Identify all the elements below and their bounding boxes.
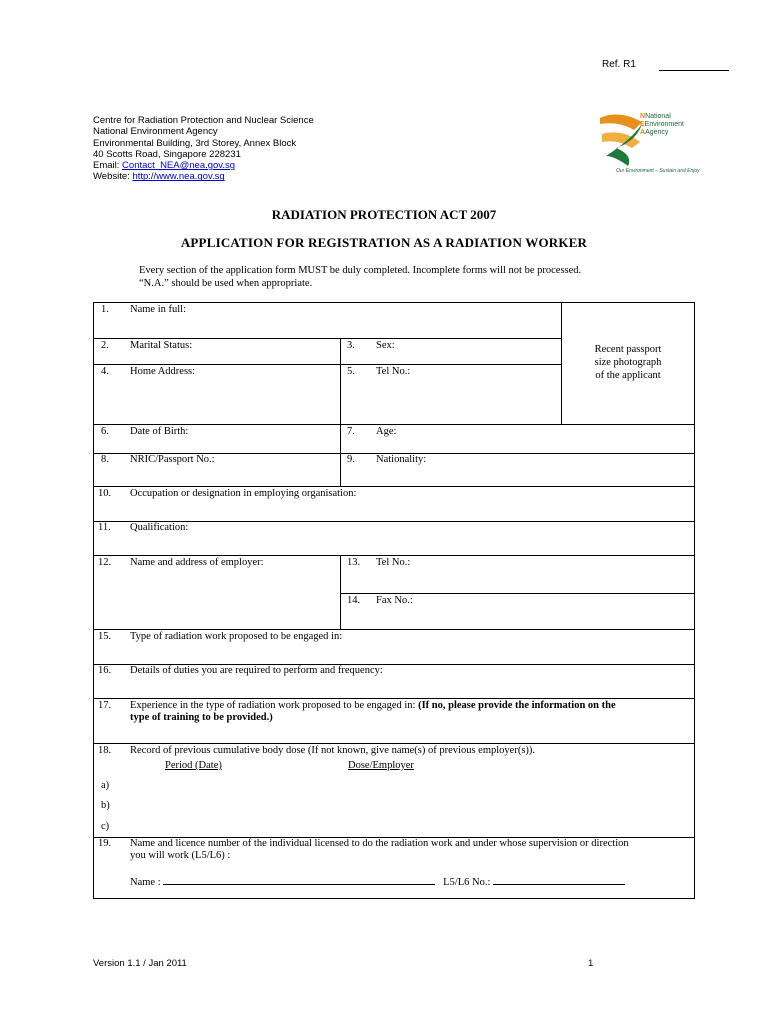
- full-name-field[interactable]: Name in full:: [130, 304, 186, 315]
- logo-line: National: [645, 113, 671, 120]
- application-form: [93, 302, 695, 899]
- age-field[interactable]: Age:: [376, 426, 397, 437]
- nea-logo: [598, 112, 708, 177]
- field-number: 15.: [98, 631, 112, 642]
- website-label: Website:: [93, 171, 133, 183]
- row-divider: [94, 364, 561, 365]
- agency-address: [93, 115, 314, 183]
- photo-text: of the applicant: [595, 370, 661, 381]
- address-line: National Environment Agency: [93, 126, 218, 138]
- field-number: 11.: [98, 522, 111, 533]
- occupation-field[interactable]: Occupation or designation in employing organisation:: [130, 488, 357, 499]
- qualification-field[interactable]: Qualification:: [130, 522, 189, 533]
- employer-fax-field[interactable]: Fax No.:: [376, 595, 413, 606]
- marital-status-field[interactable]: Marital Status:: [130, 340, 193, 351]
- field-number: 14.: [347, 595, 361, 606]
- instruction-line: Every section of the application form MUST be duly completed. Incomplete forms will not be processed.: [139, 265, 582, 276]
- field-number: 10.: [98, 488, 112, 499]
- logo-line: Agency: [645, 129, 669, 136]
- email-label: Email:: [93, 160, 123, 172]
- nationality-field[interactable]: Nationality:: [376, 454, 427, 465]
- row-divider: [94, 629, 695, 630]
- logo-wordmark: NNational EEnvironment AAgency: [640, 113, 684, 136]
- act-title: RADIATION PROTECTION ACT 2007: [271, 207, 497, 222]
- home-address-field[interactable]: Home Address:: [130, 366, 196, 377]
- field-number: 19.: [98, 838, 112, 849]
- supervisor-label-line: Name and licence number of the individual licensed to do the radiation work and under whose supervision or direction: [130, 838, 629, 849]
- logo-line: Environment: [644, 121, 684, 128]
- body-dose-field: Record of previous cumulative body dose (If not known, give name(s) of previous employer(s)).: [130, 745, 536, 756]
- date-of-birth-field[interactable]: Date of Birth:: [130, 426, 189, 437]
- reference-blank-line: [659, 70, 729, 71]
- tel-no-field[interactable]: Tel No.:: [376, 366, 411, 377]
- address-line: 40 Scotts Road, Singapore 228231: [93, 148, 241, 160]
- experience-label: Experience in the type of radiation work proposed to be engaged in:: [130, 700, 419, 711]
- supervisor-label-line: you will work (L5/L6) :: [130, 850, 231, 861]
- dose-column-header: Dose/Employer: [348, 760, 414, 771]
- field-number: 5.: [347, 366, 355, 377]
- field-number: 4.: [101, 366, 109, 377]
- column-divider: [340, 338, 341, 424]
- reference-label: Ref. R1: [602, 59, 636, 70]
- logo-tagline: Our Environment – Sustain and Enjoy: [616, 168, 700, 174]
- supervisor-name-blank[interactable]: [163, 874, 435, 885]
- field-number: 12.: [98, 557, 112, 568]
- experience-note: (If no, please provide the information on the: [418, 700, 616, 711]
- field-number: 3.: [347, 340, 355, 351]
- experience-note: type of training to be provided.): [130, 712, 273, 723]
- version-footer: Version 1.1 / Jan 2011: [93, 958, 187, 969]
- form-instructions: [139, 264, 581, 290]
- column-divider: [340, 424, 341, 486]
- row-divider: [94, 743, 695, 744]
- row-divider: [94, 698, 695, 699]
- photo-placeholder[interactable]: [561, 343, 695, 382]
- field-number: 6.: [101, 426, 109, 437]
- photo-text: size photograph: [594, 357, 662, 368]
- instruction-line: “N.A.” should be used when appropriate.: [139, 278, 313, 289]
- row-divider: [94, 338, 561, 339]
- photo-text: Recent passport: [594, 344, 662, 355]
- supervisor-licence-label: [130, 838, 694, 862]
- row-divider: [340, 593, 695, 594]
- field-number: 8.: [101, 454, 109, 465]
- radiation-work-type-field[interactable]: Type of radiation work proposed to be engaged in:: [130, 631, 343, 642]
- nea-logo-mark-icon: [598, 112, 646, 168]
- duties-field[interactable]: Details of duties you are required to perform and frequency:: [130, 665, 383, 676]
- supervisor-name-label: Name :: [130, 877, 161, 888]
- licence-number-label: L5/L6 No.:: [443, 877, 491, 888]
- employer-tel-field[interactable]: Tel No.:: [376, 557, 411, 568]
- row-divider: [94, 555, 695, 556]
- dose-row-c[interactable]: c): [101, 821, 110, 832]
- field-number: 13.: [347, 557, 361, 568]
- field-number: 9.: [347, 454, 355, 465]
- page-number: 1: [588, 958, 594, 969]
- licence-number-blank[interactable]: [493, 874, 625, 885]
- website-link[interactable]: http://www.nea.gov.sg: [132, 171, 225, 183]
- address-line: Environmental Building, 3rd Storey, Annex Block: [93, 137, 297, 149]
- nric-passport-field[interactable]: NRIC/Passport No.:: [130, 454, 215, 465]
- period-column-header: Period (Date): [165, 760, 222, 771]
- row-divider: [94, 486, 695, 487]
- employer-address-field[interactable]: Name and address of employer:: [130, 557, 264, 568]
- field-number: 18.: [98, 745, 112, 756]
- form-title: APPLICATION FOR REGISTRATION AS A RADIATION WORKER: [180, 235, 588, 250]
- field-number: 2.: [101, 340, 109, 351]
- address-line: Centre for Radiation Protection and Nuclear Science: [93, 115, 314, 126]
- column-divider: [340, 555, 341, 629]
- supervisor-name-row[interactable]: [130, 874, 625, 888]
- email-link[interactable]: Contact_NEA@nea.gov.sg: [122, 160, 236, 172]
- experience-field[interactable]: [130, 700, 690, 724]
- sex-field[interactable]: Sex:: [376, 340, 395, 351]
- field-number: 7.: [347, 426, 355, 437]
- field-number: 1.: [101, 304, 109, 315]
- dose-row-a[interactable]: a): [101, 780, 110, 791]
- field-number: 16.: [98, 665, 112, 676]
- row-divider: [94, 424, 695, 425]
- dose-row-b[interactable]: b): [101, 800, 110, 811]
- field-number: 17.: [98, 700, 112, 711]
